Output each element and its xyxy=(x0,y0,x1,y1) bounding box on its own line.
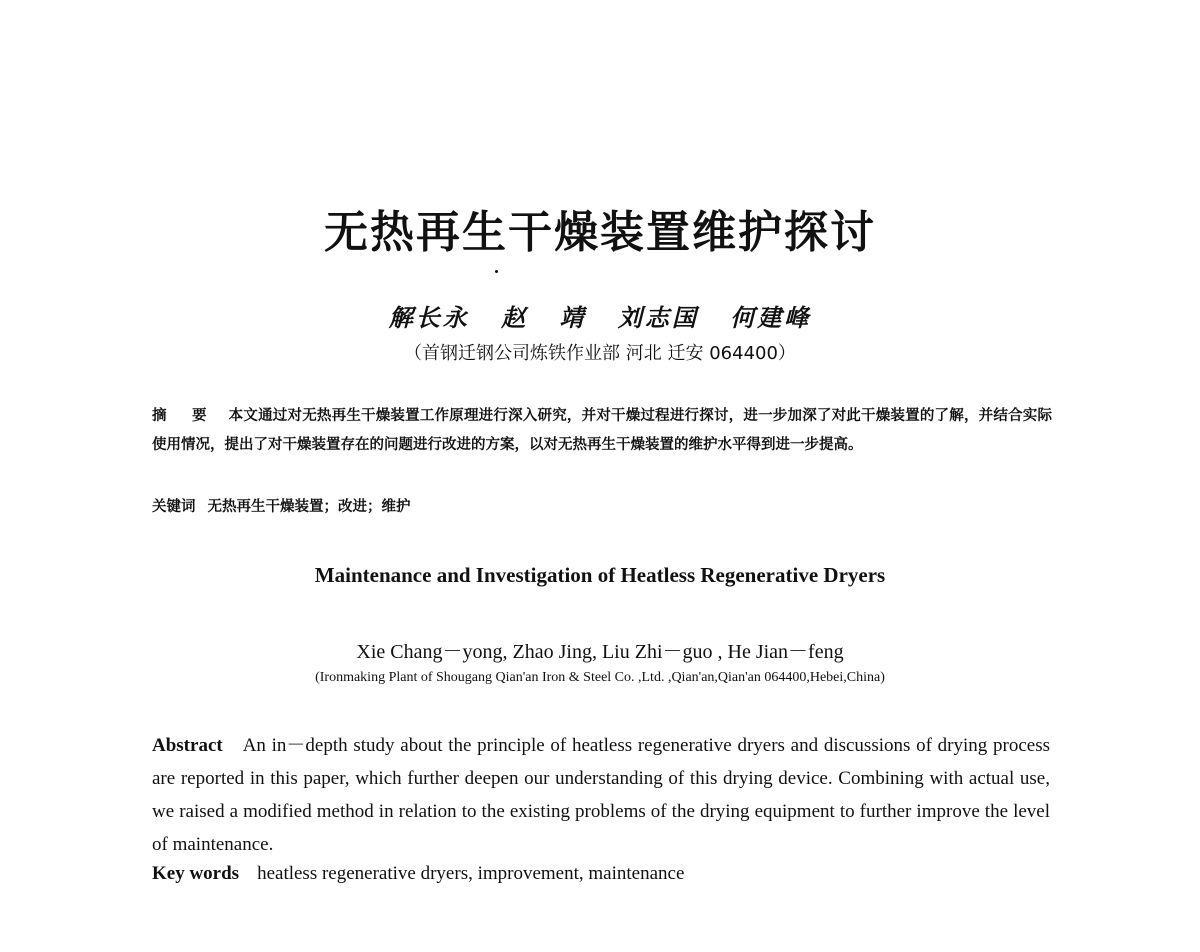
english-affiliation: (Ironmaking Plant of Shougang Qian'an Iron & Steel Co. ,Ltd. ,Qian'an,Qian'an 064400,Hebei,China) xyxy=(315,670,885,685)
english-keywords-label: Key words xyxy=(152,863,240,884)
english-abstract xyxy=(152,729,1050,861)
english-authors: Xie Chang－yong, Zhao Jing, Liu Zhi－guo , He Jian－feng xyxy=(356,641,844,663)
footnote-mark xyxy=(495,270,498,273)
chinese-keywords-label: 关键词 xyxy=(152,499,196,515)
english-abstract-label: Abstract xyxy=(152,735,223,756)
chinese-abstract-label: 摘 要 xyxy=(152,408,217,424)
chinese-abstract xyxy=(152,402,1052,460)
english-keywords xyxy=(152,863,684,885)
chinese-title: 无热再生干燥装置维护探讨 xyxy=(324,207,876,258)
chinese-keywords-text: 无热再生干燥装置；改进；维护 xyxy=(207,499,411,515)
english-abstract-text: An in－depth study about the principle of heatless regenerative dryers and discussions of drying process are reported in this paper, which further deepen our understanding of this drying device. Combining with actual use, we raised a modified method in relation to the existing problems of the drying equipment to further improve the level of maintenance. xyxy=(152,735,1050,855)
chinese-abstract-text: 本文通过对无热再生干燥装置工作原理进行深入研究，并对干燥过程进行探讨，进一步加深了对此干燥装置的了解，并结合实际使用情况，提出了对干燥装置存在的问题进行改进的方案，以对无热再生干燥装置的维护水平得到进一步提高。 xyxy=(152,408,1052,453)
chinese-affiliation: （首钢迁钢公司炼铁作业部 河北 迁安 064400） xyxy=(404,343,796,364)
chinese-authors: 解长永 赵 靖 刘志国 何建峰 xyxy=(388,303,812,332)
english-title: Maintenance and Investigation of Heatless Regenerative Dryers xyxy=(314,563,886,587)
english-keywords-text: heatless regenerative dryers, improvement, maintenance xyxy=(257,863,685,884)
chinese-keywords xyxy=(152,495,411,516)
